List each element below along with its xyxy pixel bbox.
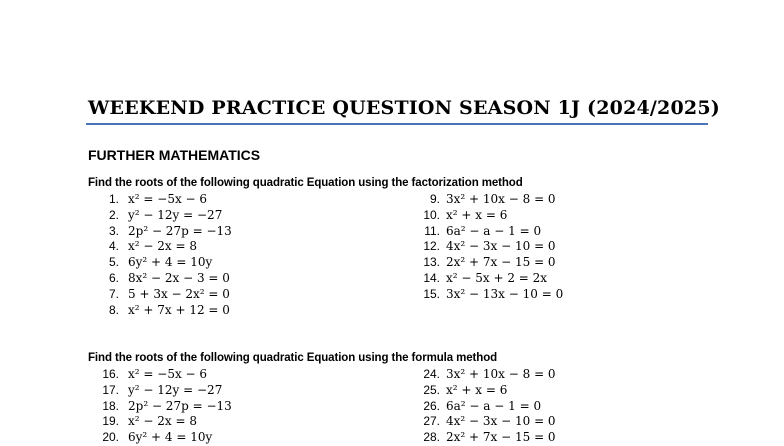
question-number: 7. — [108, 286, 119, 301]
question-item — [418, 192, 563, 208]
question-equation: 6a² − a − 1 = 0 — [446, 223, 542, 238]
question-number: 25. — [423, 382, 440, 397]
question-item — [418, 399, 556, 415]
question-number: 6. — [108, 270, 119, 285]
question-number: 24. — [423, 367, 440, 381]
question-number: 14. — [423, 270, 440, 285]
question-equation: 3x² − 13x − 10 = 0 — [446, 286, 564, 301]
question-equation: x² + 7x + 12 = 0 — [128, 302, 230, 317]
question-equation: 8x² − 2x − 3 = 0 — [128, 270, 230, 285]
question-equation: 2x² + 7x − 15 = 0 — [446, 255, 556, 270]
question-equation: 4x² − 3x − 10 = 0 — [446, 414, 556, 429]
section-instruction: Find the roots of the following quadratic Equation using the factorization method — [88, 177, 523, 189]
question-equation: x² − 2x = 8 — [128, 239, 197, 254]
question-item — [88, 383, 232, 399]
question-item — [418, 224, 563, 240]
question-item — [88, 208, 232, 224]
question-item — [88, 303, 232, 319]
question-equation: x² + x = 6 — [446, 207, 508, 222]
question-equation: x² − 2x = 8 — [128, 414, 197, 429]
question-item — [418, 255, 563, 271]
question-number: 1. — [108, 192, 119, 206]
question-equation: 6a² − a − 1 = 0 — [446, 398, 542, 413]
question-number: 20. — [102, 430, 119, 445]
question-number: 9. — [429, 192, 440, 206]
question-number: 28. — [423, 430, 440, 445]
question-equation: 2p² − 27p = −13 — [128, 398, 232, 413]
question-number: 8. — [108, 302, 119, 317]
question-item — [88, 287, 232, 303]
question-number: 18. — [102, 398, 119, 413]
question-equation: x² − 5x + 2 = 2x — [446, 270, 548, 285]
question-item — [418, 208, 563, 224]
question-item — [418, 367, 556, 383]
question-item — [418, 271, 563, 287]
question-item — [88, 271, 232, 287]
question-number: 2. — [108, 207, 119, 222]
section-instruction: Find the roots of the following quadratic Equation using the formula method — [88, 352, 498, 364]
question-item — [418, 383, 556, 399]
question-item — [88, 239, 232, 255]
question-equation: 2p² − 27p = −13 — [128, 223, 232, 238]
question-item — [88, 192, 232, 208]
question-item — [88, 399, 232, 415]
question-number: 11. — [424, 223, 440, 238]
question-number: 10. — [423, 207, 440, 222]
question-equation: 5 + 3x − 2x² = 0 — [128, 286, 230, 301]
question-item — [88, 430, 232, 446]
question-number: 3. — [108, 223, 119, 238]
subject-heading: FURTHER MATHEMATICS — [88, 147, 261, 163]
question-list-right — [418, 192, 563, 303]
question-equation: 6y² + 4 = 10y — [128, 430, 213, 445]
question-equation: 2x² + 7x − 15 = 0 — [446, 430, 556, 445]
question-equation: 6y² + 4 = 10y — [128, 255, 213, 270]
question-number: 27. — [423, 414, 440, 429]
question-equation: 4x² − 3x − 10 = 0 — [446, 239, 556, 254]
question-number: 17. — [102, 382, 119, 397]
question-item — [88, 224, 232, 240]
question-number: 4. — [108, 239, 119, 254]
question-equation: x² = −5x − 6 — [128, 192, 208, 206]
question-equation: y² − 12y = −27 — [128, 382, 223, 397]
question-number: 5. — [108, 255, 119, 270]
question-equation: x² + x = 6 — [446, 382, 508, 397]
question-item — [88, 414, 232, 430]
question-number: 19. — [102, 414, 119, 429]
question-equation: 3x² + 10x − 8 = 0 — [446, 367, 556, 381]
question-equation: 3x² + 10x − 8 = 0 — [446, 192, 556, 206]
page-title: WEEKEND PRACTICE QUESTION SEASON 1J (2024/2025) — [88, 97, 720, 119]
question-list-left — [88, 367, 232, 446]
question-number: 15. — [423, 286, 440, 301]
question-number: 16. — [102, 367, 119, 381]
question-equation: x² = −5x − 6 — [128, 367, 208, 381]
question-item — [88, 255, 232, 271]
question-list-right — [418, 367, 556, 446]
question-list-left — [88, 192, 232, 318]
question-number: 12. — [423, 239, 440, 254]
question-item — [418, 414, 556, 430]
title-underline — [86, 123, 708, 125]
question-equation: y² − 12y = −27 — [128, 207, 223, 222]
question-number: 26. — [423, 398, 440, 413]
question-item — [88, 367, 232, 383]
question-number: 13. — [423, 255, 440, 270]
question-item — [418, 239, 563, 255]
question-item — [418, 430, 556, 446]
question-item — [418, 287, 563, 303]
